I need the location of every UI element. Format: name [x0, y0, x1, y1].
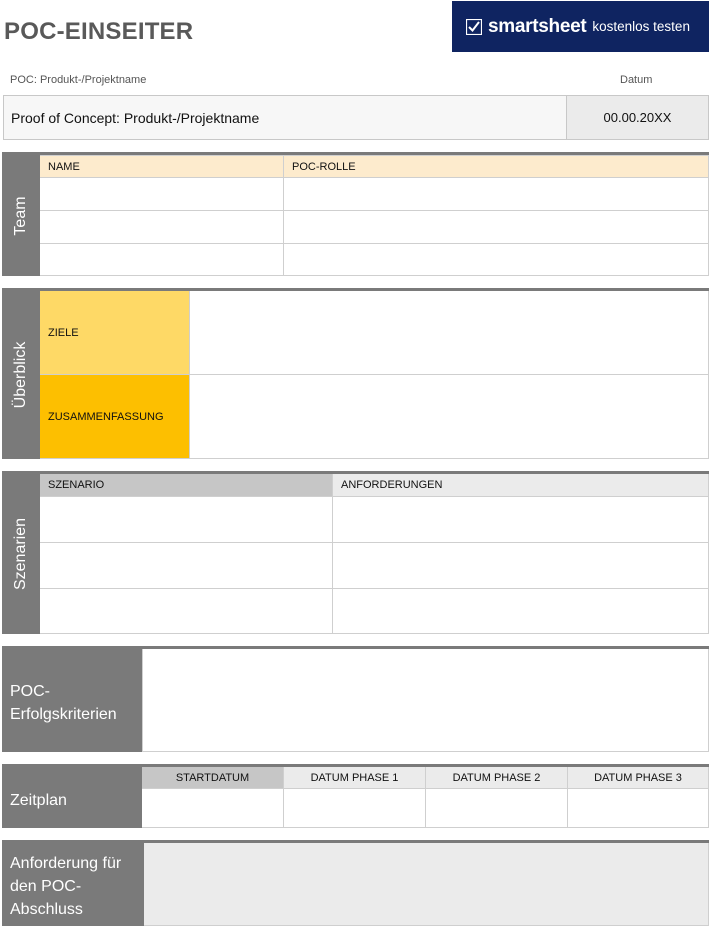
smartsheet-check-icon	[466, 19, 482, 35]
smartsheet-banner[interactable]	[452, 1, 709, 52]
requirement-cell[interactable]	[333, 589, 709, 634]
summary-field[interactable]	[190, 375, 709, 459]
banner-brand: smartsheet	[488, 15, 587, 37]
poc-name-field[interactable]: Proof of Concept: Produkt-/Projektname	[4, 96, 567, 139]
banner-cta[interactable]: kostenlos testen	[592, 19, 690, 34]
requirement-cell[interactable]	[333, 497, 709, 543]
success-criteria-section	[2, 646, 709, 752]
schedule-header-phase3: DATUM PHASE 3	[568, 767, 709, 789]
team-name-cell[interactable]	[40, 178, 284, 211]
requirement-cell[interactable]	[333, 543, 709, 589]
schedule-phase1-field[interactable]	[284, 789, 426, 828]
goals-label: ZIELE	[40, 291, 190, 375]
scenario-cell[interactable]	[40, 497, 333, 543]
completion-field[interactable]	[144, 843, 709, 926]
date-label: Datum	[620, 74, 653, 86]
success-criteria-field[interactable]	[142, 649, 709, 752]
scenarios-side-label: Szenarien	[2, 474, 40, 634]
scenarios-section	[2, 471, 709, 634]
schedule-phase3-field[interactable]	[568, 789, 709, 828]
team-section	[2, 152, 709, 276]
team-header-name: NAME	[40, 155, 284, 178]
schedule-phase2-field[interactable]	[426, 789, 568, 828]
team-role-cell[interactable]	[284, 244, 709, 276]
team-name-cell[interactable]	[40, 244, 284, 276]
scenario-cell[interactable]	[40, 543, 333, 589]
schedule-header-start: STARTDATUM	[142, 767, 284, 789]
scenario-header: SZENARIO	[40, 474, 333, 497]
schedule-label: Zeitplan	[2, 767, 142, 828]
overview-side-label: Überblick	[2, 291, 40, 459]
team-role-cell[interactable]	[284, 211, 709, 244]
team-role-cell[interactable]	[284, 178, 709, 211]
scenario-cell[interactable]	[40, 589, 333, 634]
schedule-header-phase2: DATUM PHASE 2	[426, 767, 568, 789]
requirements-header: ANFORDERUNGEN	[333, 474, 709, 497]
header-row	[3, 95, 709, 140]
overview-section	[2, 288, 709, 459]
team-header-role: POC-ROLLE	[284, 155, 709, 178]
goals-field[interactable]	[190, 291, 709, 375]
summary-label: ZUSAMMENFASSUNG	[40, 375, 190, 459]
completion-label: Anforderung für den POC-Abschluss	[2, 843, 144, 926]
schedule-start-field[interactable]	[142, 789, 284, 828]
success-criteria-label: POC-Erfolgskriterien	[2, 649, 142, 752]
team-side-label: Team	[2, 155, 40, 276]
completion-section	[2, 840, 709, 926]
team-name-cell[interactable]	[40, 211, 284, 244]
schedule-header-phase1: DATUM PHASE 1	[284, 767, 426, 789]
date-field[interactable]: 00.00.20XX	[567, 96, 708, 139]
poc-name-label: POC: Produkt-/Projektname	[10, 74, 147, 86]
schedule-section	[2, 764, 709, 828]
page-title: POC-EINSEITER	[4, 18, 194, 45]
